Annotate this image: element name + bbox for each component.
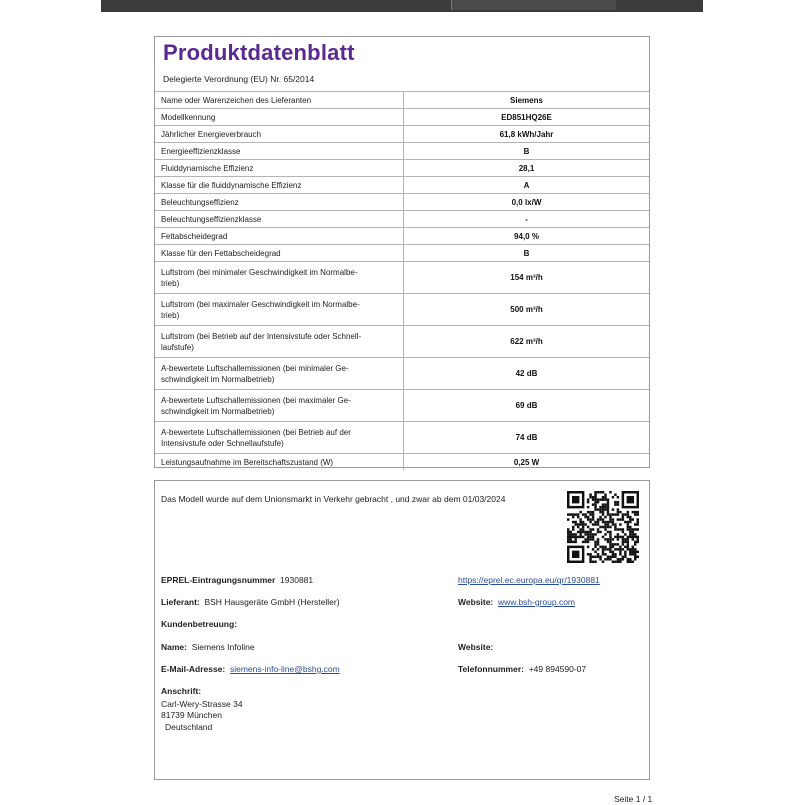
service-name: Siemens Infoline	[191, 642, 255, 652]
row-label: Klasse für den Fettabscheidegrad	[155, 245, 404, 262]
row-label: A-bewertete Luftschallemissionen (bei maximaler Ge- schwindigkeit im Normalbetrieb)	[155, 390, 404, 422]
eprel-link[interactable]: https://eprel.ec.europa.eu/qr/1930881	[458, 575, 600, 585]
email-label: E-Mail-Adresse:	[161, 664, 226, 674]
table-row	[155, 211, 649, 228]
website-label: Website:	[458, 597, 494, 607]
market-note: Das Modell wurde auf dem Unionsmarkt in Verkehr gebracht , und zwar ab dem 01/03/2024	[161, 494, 506, 504]
name-row	[161, 642, 255, 652]
name-label: Name:	[161, 642, 187, 652]
row-value: 0,0 lx/W	[404, 194, 650, 211]
row-label: Fluiddynamische Effizienz	[155, 160, 404, 177]
row-label: Fettabscheidegrad	[155, 228, 404, 245]
phone-label: Telefonnummer:	[458, 664, 524, 674]
table-row	[155, 228, 649, 245]
row-value: 42 dB	[404, 358, 650, 390]
row-value: A	[404, 177, 650, 194]
row-label: Beleuchtungseffizienzklasse	[155, 211, 404, 228]
row-label: Name oder Warenzeichen des Lieferanten	[155, 92, 404, 109]
table-row	[155, 126, 649, 143]
table-row	[155, 422, 649, 454]
address-line-2: 81739 München	[161, 710, 222, 720]
spec-table	[155, 91, 649, 470]
email-link[interactable]: siemens-info-line@bshg.com	[229, 664, 340, 674]
table-row	[155, 454, 649, 471]
website-link[interactable]: www.bsh-group.com	[498, 597, 576, 607]
row-label: Luftstrom (bei minimaler Geschwindigkeit im Normalbe- trieb)	[155, 262, 404, 294]
table-row	[155, 177, 649, 194]
eprel-label: EPREL-Eintragungsnummer	[161, 575, 276, 585]
row-value: B	[404, 245, 650, 262]
table-row	[155, 143, 649, 160]
website2-label: Website:	[458, 642, 494, 652]
row-label: Klasse für die fluiddynamische Effizienz	[155, 177, 404, 194]
row-value: ED851HQ26E	[404, 109, 650, 126]
email-row	[161, 664, 340, 674]
row-label: Energieeffizienzklasse	[155, 143, 404, 160]
customer-service-heading: Kundenbetreuung:	[161, 619, 238, 629]
row-value: 500 m³/h	[404, 294, 650, 326]
table-row	[155, 390, 649, 422]
qr-code-icon[interactable]	[567, 491, 639, 563]
table-row	[155, 109, 649, 126]
table-row	[155, 160, 649, 177]
supplier-label: Lieferant:	[161, 597, 200, 607]
page-number: Seite 1 / 1	[614, 794, 653, 804]
row-value: 0,25 W	[404, 454, 650, 471]
phone-row	[458, 664, 586, 674]
page-title: Produktdatenblatt	[163, 40, 355, 65]
supplier-info	[154, 480, 650, 780]
table-row	[155, 245, 649, 262]
row-label: Leistungsaufnahme im Bereitschaftszustand (W)	[155, 454, 404, 471]
row-value: 154 m³/h	[404, 262, 650, 294]
table-row	[155, 92, 649, 109]
row-value: Siemens	[404, 92, 650, 109]
row-value: 69 dB	[404, 390, 650, 422]
toolbar-segment[interactable]	[451, 0, 616, 10]
regulation-subtitle: Delegierte Verordnung (EU) Nr. 65/2014	[163, 74, 315, 84]
supplier-name: BSH Hausgeräte GmbH (Hersteller)	[204, 597, 340, 607]
row-label: Luftstrom (bei maximaler Geschwindigkeit im Normalbe- trieb)	[155, 294, 404, 326]
row-label: Modellkennung	[155, 109, 404, 126]
row-value: 94,0 %	[404, 228, 650, 245]
table-row	[155, 294, 649, 326]
website-row	[458, 597, 575, 607]
address-line-3: Deutschland	[165, 722, 213, 732]
phone-number: +49 894590-07	[528, 664, 587, 674]
row-value: 28,1	[404, 160, 650, 177]
address-label: Anschrift:	[161, 686, 202, 696]
table-row	[155, 326, 649, 358]
row-value: -	[404, 211, 650, 228]
row-value: 61,8 kWh/Jahr	[404, 126, 650, 143]
row-value: 622 m³/h	[404, 326, 650, 358]
row-value: 74 dB	[404, 422, 650, 454]
table-row	[155, 262, 649, 294]
table-row	[155, 358, 649, 390]
row-label: Jährlicher Energieverbrauch	[155, 126, 404, 143]
address-line-1: Carl-Wery-Strasse 34	[161, 699, 243, 709]
row-label: Luftstrom (bei Betrieb auf der Intensivstufe oder Schnell- laufstufe)	[155, 326, 404, 358]
row-label: A-bewertete Luftschallemissionen (bei minimaler Ge- schwindigkeit im Normalbetrieb)	[155, 358, 404, 390]
row-label: Beleuchtungseffizienz	[155, 194, 404, 211]
eprel-row	[161, 575, 313, 585]
eprel-number: 1930881	[280, 575, 314, 585]
row-value: B	[404, 143, 650, 160]
row-label: A-bewertete Luftschallemissionen (bei Betrieb auf der Intensivstufe oder Schnellaufstufe)	[155, 422, 404, 454]
product-datasheet	[154, 36, 650, 468]
table-row	[155, 194, 649, 211]
supplier-row	[161, 597, 340, 607]
viewer-toolbar	[101, 0, 703, 12]
